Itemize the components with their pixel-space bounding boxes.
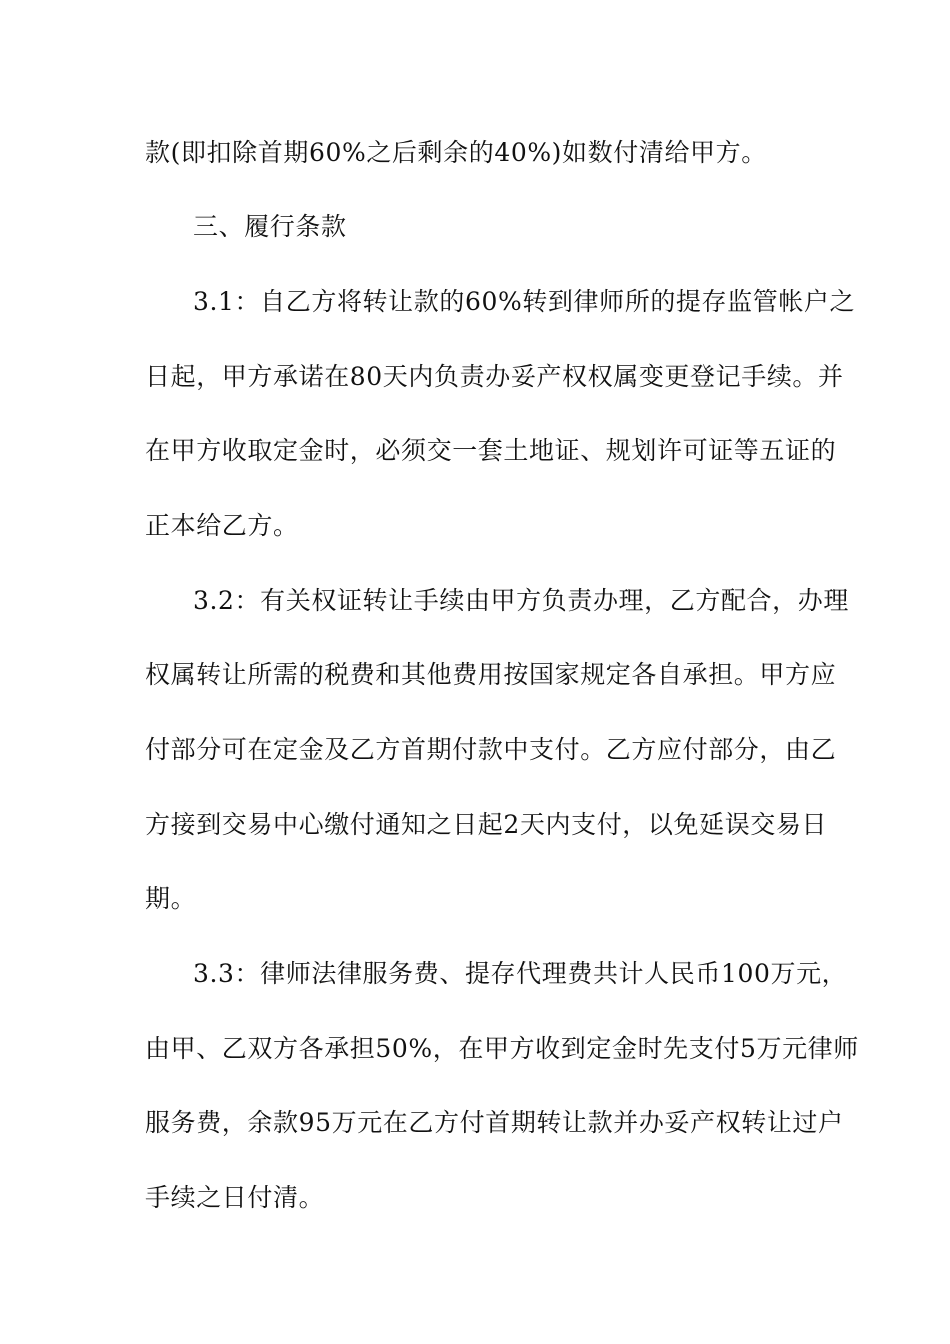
paragraph-line: 款(即扣除首期60%之后剩余的40%)如数付清给甲方。: [145, 138, 767, 167]
paragraph-line: 权属转让所需的税费和其他费用按国家规定各自承担。甲方应: [145, 660, 837, 689]
paragraph-line: 在甲方收取定金时，必须交一套土地证、规划许可证等五证的: [145, 436, 837, 465]
paragraph-line: 3.1：自乙方将转让款的60%转到律师所的提存监管帐户之: [193, 287, 856, 316]
paragraph-line: 3.2：有关权证转让手续由甲方负责办理，乙方配合，办理: [193, 586, 849, 615]
paragraph-line: 服务费，余款95万元在乙方付首期转让款并办妥产权转让过户: [145, 1108, 844, 1137]
section-heading: 三、履行条款: [193, 212, 347, 241]
paragraph-line: 由甲、乙双方各承担50%，在甲方收到定金时先支付5万元律师: [145, 1034, 859, 1063]
paragraph-line: 手续之日付清。: [145, 1183, 325, 1212]
paragraph-line: 付部分可在定金及乙方首期付款中支付。乙方应付部分，由乙: [145, 735, 837, 764]
paragraph-line: 正本给乙方。: [145, 511, 299, 540]
paragraph-line: 方接到交易中心缴付通知之日起2天内支付，以免延误交易日: [145, 810, 828, 839]
paragraph-line: 日起，甲方承诺在80天内负责办妥产权权属变更登记手续。并: [145, 362, 844, 391]
paragraph-line: 3.3：律师法律服务费、提存代理费共计人民币100万元，: [193, 959, 848, 988]
paragraph-line: 期。: [145, 884, 197, 913]
